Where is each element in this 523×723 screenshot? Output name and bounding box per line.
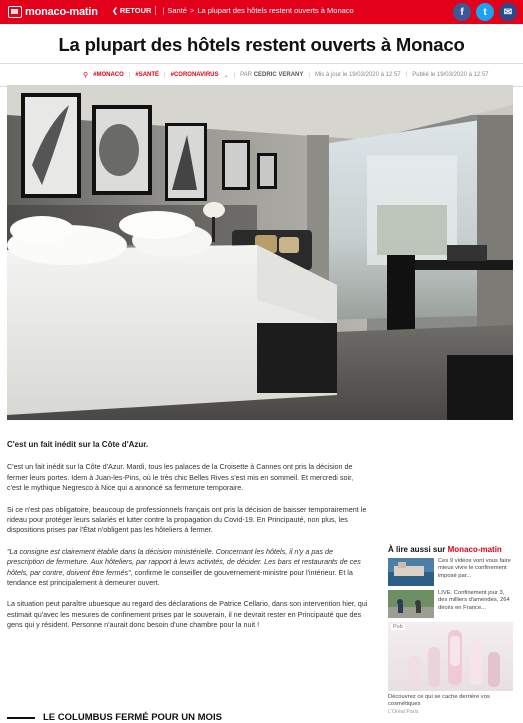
hero-image-hotel-room (7, 85, 513, 420)
breadcrumb-current: La plupart des hôtels restent ouverts à Monaco (197, 6, 354, 15)
article-body (7, 440, 369, 642)
top-bar (0, 0, 523, 24)
sidebar-item-text: LIVE. Confinement jour 3, des milliers d'amendes, 264 décès en France... (438, 590, 510, 611)
article-paragraph: La situation peut paraître ubuesque au regard des déclarations de Patrice Cellario, dans son intervention hier, qui estimait qu'avec les mesures de confinement prises par le souverain, il ne devrait rester en Principauté que des gens qui y résident. Personne n'aurait donc besoin d'une chambre pour la nuit ! (7, 599, 368, 630)
sidebar-read-also (388, 545, 513, 715)
twitter-icon[interactable]: t (476, 3, 494, 21)
article-quote-paragraph (7, 547, 369, 589)
breadcrumb: ❮ RETOUR | Santé > La plupart des hôtels restent ouverts à Monaco (112, 6, 354, 15)
article-subheading (7, 712, 377, 723)
article-quote: "La consigne est clairement établie dans la décision ministérielle. Concernant les hôtels, il n'y a pas de prescription de fermeture. Aux hôteliers, par rapport à leurs activités, de décider. Les bars et restaurants de ces hôtels, par contre, doivent être fermés", (7, 546, 361, 577)
back-button[interactable] (112, 6, 156, 15)
article-title: La plupart des hôtels restent ouverts à Monaco (58, 34, 465, 55)
chevron-left-icon: ❮ (112, 7, 118, 15)
article-paragraph: C'est un fait inédit sur la Côte d'Azur. Mardi, tous les palaces de la Croisette à Cannes ont pris la décision de fermer leurs portes. Idem à Juan-les-Pins, où le très chic Belles Rives s'est mis en sommeil. Et mercredi soir, c'est le mythique Negresco à Nice qui a annoncé sa fermeture temporaire. (7, 462, 354, 493)
tag-coronavirus[interactable]: #CORONAVIRUS (170, 72, 219, 78)
ad-brand: L'Oréal Paris (388, 708, 419, 715)
sidebar-thumb-image (388, 558, 434, 586)
email-icon[interactable]: ✉ (499, 3, 517, 21)
updated-date: Mis à jour le 19/03/2020 à 12:57 (314, 72, 401, 78)
location-pin-icon: ⚲ (83, 72, 89, 79)
back-label: RETOUR (119, 6, 152, 15)
logo-icon (8, 6, 22, 18)
chevron-down-icon[interactable]: ⌄ (223, 72, 229, 79)
sidebar-thumb-image (388, 590, 434, 618)
cosmetic-bottles-illustration (388, 622, 513, 691)
tag-monaco[interactable]: #MONACO (93, 72, 124, 78)
subhead-rule (7, 717, 35, 719)
article-lead: C'est un fait inédit sur la Côte d'Azur. (7, 440, 149, 449)
hotel-room-illustration (7, 85, 513, 420)
tag-sante[interactable]: #SANTÉ (135, 72, 160, 78)
sponsored-ad-image[interactable] (388, 622, 513, 691)
site-logo[interactable] (8, 5, 98, 19)
logo-text: monaco-matin (25, 6, 98, 18)
article-paragraph: Si ce n'est pas obligatoire, beaucoup de professionnels français ont pris la décision de baisser temporairement le rideau pour protéger leurs salariés et lutter contre la propagation du Covid-19. En Principauté, non plus, les dispositions prises par l'État n'obligent pas les hôteliers à fermer. (7, 504, 367, 535)
sidebar-item[interactable] (388, 590, 513, 618)
breadcrumb-section[interactable]: Santé (167, 6, 187, 15)
social-share (453, 3, 517, 21)
author-line: PAR CEDRIC VERANY (240, 72, 304, 78)
author-name[interactable]: CEDRIC VERANY (253, 72, 304, 78)
article-meta: ⚲ #MONACO | #SANTÉ | #CORONAVIRUS ⌄ | PAR CEDRIC VERANY | Mis à jour le 19/03/2020 à 12:57 | Publié le 19/03/2020 à 12:57 (0, 63, 523, 87)
subhead-text: LE COLUMBUS FERMÉ POUR UN MOIS (43, 712, 222, 723)
article-quote-tail: confirme le conseiller de gouvernement-ministre pour l'intérieur. Et la tendance est principalement à demeurer ouvert. (7, 567, 353, 588)
ad-text[interactable]: Découvrez ce qui se cache derrière vos cosmétiques (388, 694, 490, 708)
ad-label: Pub (393, 624, 403, 630)
sidebar-title: À lire aussi sur Monaco-matin (388, 545, 502, 554)
sidebar-item[interactable] (388, 558, 513, 586)
sidebar-item-text: Ces 9 vidéos vont vous faire mieux vivre le confinement imposé par... (438, 558, 511, 579)
facebook-icon[interactable]: f (453, 3, 471, 21)
published-date: Publié le 19/03/2020 à 12:57 (412, 72, 489, 78)
